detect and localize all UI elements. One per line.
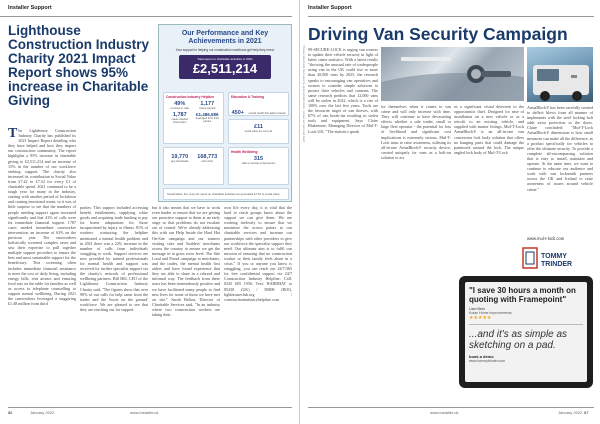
social-value-box	[228, 119, 289, 144]
door-lock-photo	[381, 47, 524, 101]
article-column-4: ArmaBlock® has been carefully created to deflect blows from all manner of implements with the steel locking bolt adds extra protection to the doors. Claire concluded: "Mul-T-Lock ArmaBlock® dimensions is how small measures can make all the difference, as a product specifically for vehicles to offer the ultimate security. To provide a complete all-encompassing solution that is easy to install, maintain and operate. At the same time, we want to continue to educate our audience and work with van locksmith partners across the UK and Ireland to raise awareness of issues around vehicle crime."	[527, 105, 593, 192]
page-number: 87	[584, 410, 589, 415]
footer-site: www.installer.uk	[430, 410, 459, 415]
stat-label: web visits	[201, 160, 213, 163]
impact-infographic	[158, 24, 292, 202]
side-caption: Thieves steal tools from vans by peeling back locks - known as 'peel and steal'	[302, 45, 306, 143]
tablet-screen	[465, 282, 587, 382]
svg-text:TOMMY: TOMMY	[541, 253, 567, 260]
rating-stars: ★★★★★	[469, 315, 492, 321]
article-column-3: but it also means that we have to work even harder to ensure that we are getting our proactive support to them at an early stage so that problems do not escalate out of control. We're already addressing this with our Help Inside the Hard Hat On-Site campaign and our trainers visiting sites and 'builders' merchants across the country to ensure we get the message in at grass roots level. The Site Loud and Proud campaign at merchants, and the trades, the mental health first aiders and have found experience that they are able to share in a relaxed and informal way. The feedback from these tours has been tremendously positive and we have facilitated many people to find new lives for some of those we have met on site." Sarah Belton, Director of Charitable Services said, "In an industry where two construction workers are taking their	[152, 205, 220, 317]
total-amount: £2,511,214	[192, 61, 258, 76]
article-column-1	[8, 128, 76, 408]
total-spend-banner	[179, 55, 271, 79]
wellbeing-title: Health Wellbeing	[231, 149, 258, 154]
stat-value: 19,770	[171, 154, 189, 160]
right-page	[300, 0, 600, 424]
footer-site: www.installer.uk	[130, 410, 159, 415]
stat-label: leveraged from third parties	[195, 117, 219, 123]
stat-label: mental health first aiders trained	[248, 112, 286, 115]
stat-label: calls on anxiety & depression	[241, 162, 276, 165]
article-column-2: for themselves when it comes to van crime and will only increase with time. They will continue to have devastating effects whether a sole trader, small or large fleet operator - the potential for loss of livelihood and significant cost implications is extremely serious. Mul-T-Lock aims to raise awareness, utilising its all-in-one ArmaBlock® security device, created uniquely for vans as a bolt-on solution to act	[381, 104, 451, 160]
wellbeing-box	[228, 147, 289, 185]
issue-date: January 2022	[30, 410, 55, 415]
book-demo-cta[interactable]: book a demo	[469, 353, 494, 359]
van-photo	[527, 47, 593, 102]
article-column-2: parties. This support included accessing benefit entitlements, supplying white goods and acquiring trade funding to pay for home adaptations for those incapacitated by injury or illness. 81% of workers contacting the helpline mentioned a mental health problem and in 2021 there was a 22% increase in the number of calls from individuals struggling to work. Support services are now provided by trained professionals for mental health and support was received for further specialist support via the charity's network of professional wellbeing partners. Bill Hill, CEO of the Lighthouse Construction Industry Charity said, "The figures show that over 90% of our calls for help came from the trades and the 'boots on the ground' workforce. We are pleased to see that they are reaching out for support	[80, 205, 148, 312]
tablet-frame	[459, 276, 593, 388]
stat-value: £11	[254, 124, 263, 130]
education-box	[228, 92, 289, 116]
testimonial-company: Kotan Home Improvements	[469, 311, 512, 315]
testimonial-quote: "I save 30 hours a month on quoting with Framepoint"	[469, 286, 576, 304]
infographic-title: Our Performance and Key Achievements in 2021	[181, 30, 269, 45]
advert-panel	[383, 276, 593, 404]
section-header: Installer Support	[308, 5, 594, 17]
stat-label: increase in calls	[170, 107, 189, 110]
stat-label: app downloads	[171, 160, 189, 163]
tommy-trinder-logo	[521, 244, 593, 274]
total-label: Total spent on charitable activities in 2021	[197, 57, 253, 61]
helpline-box	[163, 92, 224, 144]
stat-value: £1,486,586	[195, 112, 219, 117]
dropcap: T	[8, 128, 18, 141]
stat-value: 1,177	[200, 101, 215, 107]
article-column-3: as a significant visual deterrent to the opportunistic thief. Designed for ease of installation on a new vehicle or as a retrofit to an existing vehicle, and supplied with master fittings, Mul-T-Lock ArmaBlock® is an all-in-one van conversion lock body solution that offers no hanging parts that could damage the paintwork around the lock. The unique angled lock body of Mul-T-Lock	[454, 104, 524, 155]
infographic-subtitle: Your support in helping our construction workforce get help they need.	[175, 48, 275, 52]
social-value-banner	[163, 188, 289, 200]
svg-text:TRINDER: TRINDER	[541, 261, 573, 268]
footer-divider	[8, 407, 292, 408]
testimonial-person: Liam Best	[469, 307, 485, 311]
stat-label: cases opened	[199, 107, 216, 110]
tablet-divider	[469, 324, 583, 325]
column-text: he Lighthouse Construction Industry Charity has published its 2021 Impact Report detailing who they have helped and how they impact our construction community. The report highlights a 95% increase in charitable giving to £2,511,214 and an increase of 15% in the number of our workforce seeking support. The charity also increased its contribution to Social Value from £7.42 to £7.52 for every £1 of charitable spend. 2021 continued to be a tough year for many in the industry, starting with another period of lockdown and causing emotional strain, so it was of little surprise to see that the numbers of people needing support again increased significantly and that 41% of calls were for immediate financial support. 1787 cases needed immediate caseworker intervention, an increase of 63% on the previous year. The caseworkers holistically screened complex cases and saw their expertise to pull together multiple support providers to ensure the best and most sustainable support for the beneficiary. This screening often includes immediate financial assistance to meet the cost of daily living, including energy bills, rent arrears and ensuring food was on the table for families as well as access to telephone counselling to support mental wellbeing. During 2021 the caseworkers leveraged a staggering £1.48 million from third	[8, 128, 76, 307]
stat-value: 49%	[174, 101, 186, 107]
stat-value: 1,787	[172, 112, 187, 118]
article-column-4: own life every day, it is vital that the hard to reach groups know about the support we can give them. We are working tirelessly to ensure that we maximise the access points to our charitable services and increase our partnerships with other providers to give our workforce the specialist support they need. Our ultimate aim is to fulfil our mission of ensuring that no construction worker or their family feels alone in a crisis." If you or anyone you know is struggling, you can reach out 24/7/365 for free confidential support via 24/7 Construction Industry Helpline: Call: 0345 605 1956, Text: HARDHAT to 85258 (UK) / 50808 (ROI), lighthouseclub.org / constructionindustryhelpline.com	[224, 205, 292, 302]
page-number: 86	[8, 410, 13, 415]
stat-value: 168,773	[197, 154, 218, 160]
education-title: Education & Training	[231, 94, 264, 99]
article-column-1: 99-SECURE-LOCK is urging van owners to update their vehicle security in light of latest crime statistics. With a latest results "showing the unusual rate of tradespeople using van in the UK could rise to more than 20,000 vans by 2025, the research speaks to encouraging van operatives and owners to consider simple solutions to protect their vehicles and contents. The same research predicts that 12,000 vans will be stolen in 2022, which is a rise of 100% over the last five years. Tools are the favourite target of van thieves, with 67% of van break-ins resulting in stolen tools and equipment. Says Claire Blakemore, Managing Director of Mul-T-Lock UK: "The statistics speak	[308, 47, 378, 134]
ad-tagline: ...and it's as simple as sketching on a pad.	[469, 328, 568, 351]
stat-label: social value for every £1	[244, 130, 273, 133]
helpline-title: Construction Industry Helpline	[166, 94, 215, 99]
stat-label: cases needed intervention	[171, 118, 188, 124]
mul-t-lock-url[interactable]: www.mul-t-lock.com	[527, 236, 565, 241]
digital-box	[163, 147, 224, 185]
stat-value: 450+	[231, 110, 244, 116]
article-headline: Driving Van Security Campaign	[308, 24, 568, 44]
footer-divider	[308, 407, 594, 408]
article-headline: Lighthouse Construction Industry Charity 2021 Impact Report shows 95% increase in Charitable Giving	[8, 23, 149, 108]
issue-date: January 2022	[558, 410, 583, 415]
section-header: Installer Support	[0, 5, 292, 17]
stat-value: 315	[253, 156, 264, 162]
social-value-text: Social Value: For every £1 spent on charitable activities we generated £7.52 of social value	[167, 192, 280, 196]
ad-website[interactable]: www.tommytrinder.com	[469, 358, 506, 363]
